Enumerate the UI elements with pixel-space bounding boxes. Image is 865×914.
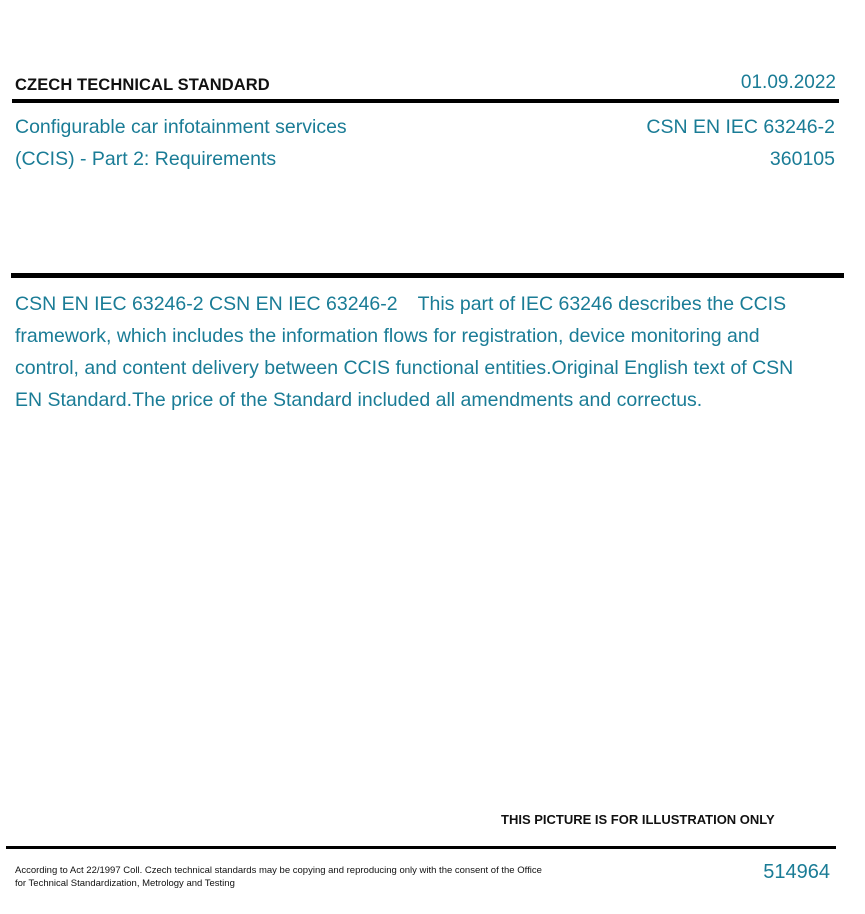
copyright-notice-line-1: According to Act 22/1997 Coll. Czech technical standards may be copying and reproducing only with the consent of the Office <box>15 865 542 876</box>
standard-description <box>15 288 795 416</box>
classification-number: 360105 <box>769 148 835 170</box>
standard-title-line-1: Configurable car infotainment services <box>15 116 347 138</box>
illustration-disclaimer: THIS PICTURE IS FOR ILLUSTRATION ONLY <box>501 812 775 827</box>
description-text: This part of IEC 63246 describes the CCIS framework, which includes the information flows for registration, device monitoring and control, and content delivery between CCIS functional entities.Original English text of CSN EN Standard.The price of the Standard included all amendments and correctus. <box>15 293 794 411</box>
copyright-notice <box>15 864 595 890</box>
description-codes: CSN EN IEC 63246-2 CSN EN IEC 63246-2 <box>15 293 398 315</box>
middle-divider <box>11 273 844 278</box>
copyright-notice-line-2: for Technical Standardization, Metrology and Testing <box>15 878 235 889</box>
document-type-label: CZECH TECHNICAL STANDARD <box>15 76 270 94</box>
bottom-divider <box>6 846 836 849</box>
standard-code: CSN EN IEC 63246-2 <box>646 116 835 138</box>
standard-title-line-2: (CCIS) - Part 2: Requirements <box>15 148 277 170</box>
publication-date: 01.09.2022 <box>740 72 836 93</box>
catalog-number: 514964 <box>763 861 830 883</box>
top-divider <box>12 99 839 103</box>
